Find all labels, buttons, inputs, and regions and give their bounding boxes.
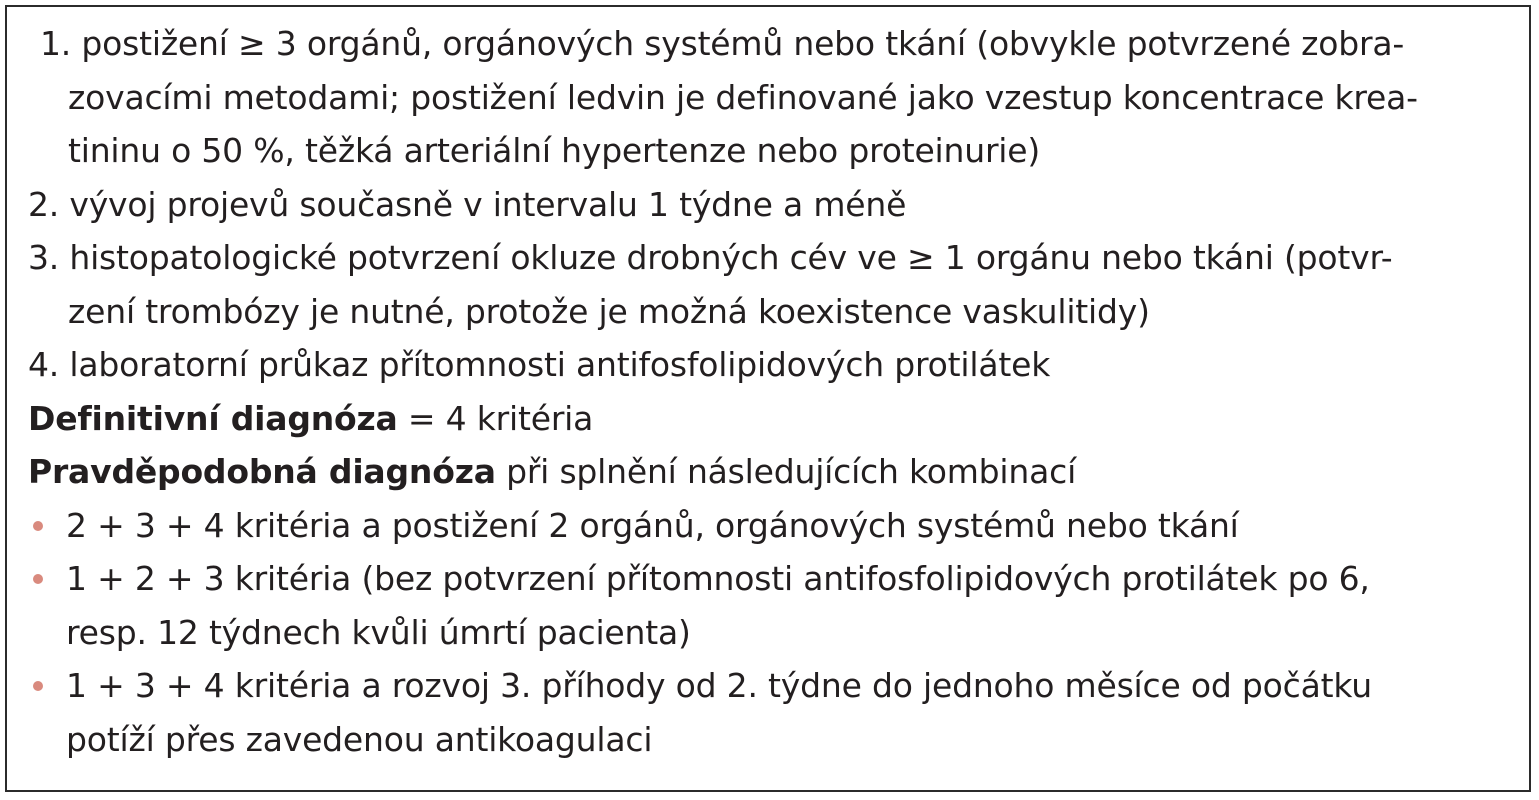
combination-3-line-1: 1 + 3 + 4 kritéria a rozvoj 3. příhody od 2. týdne do jednoho měsíce od počátku bbox=[66, 666, 1372, 705]
criterion-4-line-1: 4. laboratorní průkaz přítomnosti antifosfolipidových protilátek bbox=[28, 345, 1051, 384]
definitive-diagnosis-label: Definitivní diagnóza bbox=[28, 398, 398, 438]
criterion-2-line-1: 2. vývoj projevů současně v intervalu 1 týdne a méně bbox=[28, 184, 907, 224]
criterion-1 bbox=[28, 17, 1518, 178]
criterion-1-line-2: zovacími metodami; postižení ledvin je definované jako vzestup koncentrace krea- bbox=[68, 77, 1418, 117]
combination-1-line-1: 2 + 3 + 4 kritéria a postižení 2 orgánů, orgánových systémů nebo tkání bbox=[66, 505, 1239, 545]
criterion-4 bbox=[28, 338, 1518, 392]
bullet-icon bbox=[33, 574, 43, 584]
combination-item-1 bbox=[28, 499, 1518, 553]
criterion-2 bbox=[28, 178, 1518, 232]
criteria-box bbox=[5, 5, 1531, 792]
definitive-diagnosis-text: = 4 kritéria bbox=[397, 398, 594, 438]
combination-item-2 bbox=[28, 552, 1518, 659]
probable-diagnosis bbox=[28, 445, 1518, 499]
probable-diagnosis-label: Pravděpodobná diagnóza bbox=[28, 452, 496, 491]
probable-diagnosis-text: při splnění následujících kombinací bbox=[495, 452, 1077, 491]
criterion-3-line-1: 3. histopatologické potvrzení okluze drobných cév ve ≥ 1 orgánu nebo tkáni (potvr- bbox=[28, 238, 1393, 277]
criterion-1-line-3: tininu o 50 %, těžká arteriální hypertenze nebo proteinurie) bbox=[68, 131, 1041, 170]
criterion-3 bbox=[28, 231, 1518, 338]
bullet-icon bbox=[33, 681, 43, 691]
combination-3-line-2: potíží přes zavedenou antikoagulaci bbox=[66, 719, 653, 759]
criteria-content bbox=[28, 17, 1518, 766]
bullet-icon bbox=[33, 521, 43, 531]
combination-item-3 bbox=[28, 659, 1518, 766]
combination-2-line-2: resp. 12 týdnech kvůli úmrtí pacienta) bbox=[66, 612, 691, 652]
definitive-diagnosis bbox=[28, 392, 1518, 446]
criterion-1-line-1: 1. postižení ≥ 3 orgánů, orgánových systémů nebo tkání (obvykle potvrzené zobra- bbox=[40, 24, 1405, 63]
combination-2-line-1: 1 + 2 + 3 kritéria (bez potvrzení přítomnosti antifosfolipidových protilátek po 6, bbox=[66, 559, 1370, 598]
criterion-3-line-2: zení trombózy je nutné, protože je možná koexistence vaskulitidy) bbox=[68, 291, 1150, 331]
